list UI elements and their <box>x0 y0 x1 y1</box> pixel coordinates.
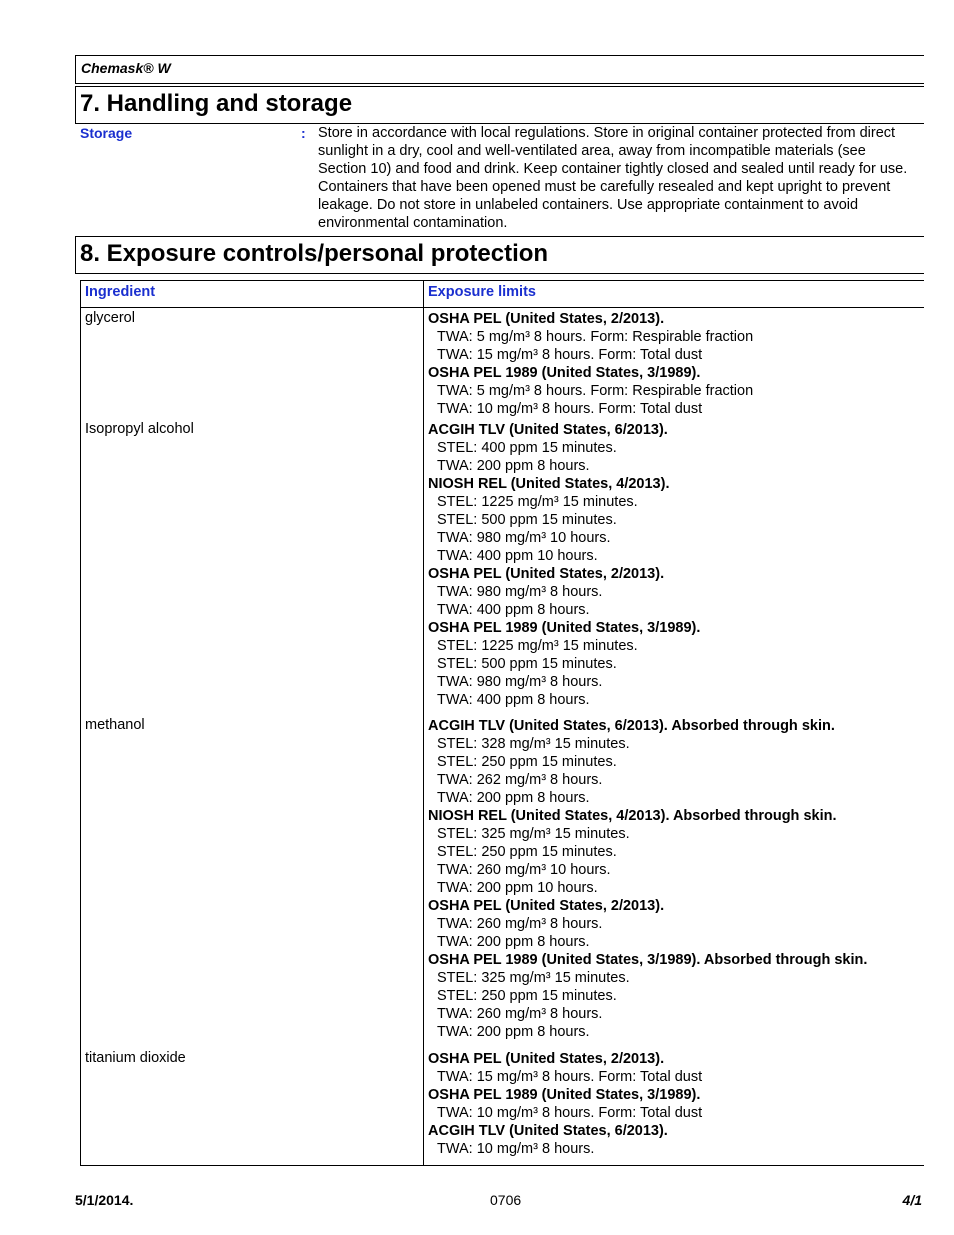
limit-value: STEL: 400 ppm 15 minutes. <box>437 440 617 456</box>
limit-value: TWA: 10 mg/m³ 8 hours. Form: Total dust <box>437 401 703 417</box>
limit-value: TWA: 262 mg/m³ 8 hours. <box>437 772 603 788</box>
exposure-limits-cell <box>428 717 918 1041</box>
column-divider <box>423 281 424 1165</box>
limit-standard: OSHA PEL (United States, 2/2013). <box>428 566 665 582</box>
exposure-limits-cell <box>428 1050 918 1158</box>
limit-value: TWA: 260 mg/m³ 10 hours. <box>437 862 611 878</box>
limit-standard: OSHA PEL 1989 (United States, 3/1989). <box>428 365 701 381</box>
exposure-limits-table <box>80 280 924 1166</box>
limit-value: TWA: 400 ppm 10 hours. <box>437 548 598 564</box>
limit-value: STEL: 250 ppm 15 minutes. <box>437 988 617 1004</box>
ingredient-name: glycerol <box>85 310 135 326</box>
product-name: Chemask® W <box>81 60 171 76</box>
limit-value: TWA: 980 mg/m³ 8 hours. <box>437 584 603 600</box>
ingredient-name: Isopropyl alcohol <box>85 421 194 437</box>
exposure-limits-cell <box>428 310 918 418</box>
exposure-limits-cell <box>428 421 918 709</box>
section-8-title: 8. Exposure controls/personal protection <box>80 240 549 267</box>
limit-standard: OSHA PEL 1989 (United States, 3/1989). <box>428 1087 701 1103</box>
limit-value: TWA: 15 mg/m³ 8 hours. Form: Total dust <box>437 347 703 363</box>
limit-value: STEL: 250 ppm 15 minutes. <box>437 844 617 860</box>
limit-standard: ACGIH TLV (United States, 6/2013). Absorbed through skin. <box>428 718 835 734</box>
column-header-ingredient: Ingredient <box>85 284 156 300</box>
limit-value: TWA: 15 mg/m³ 8 hours. Form: Total dust <box>437 1069 703 1085</box>
section-7-title: 7. Handling and storage <box>80 90 353 117</box>
limit-value: TWA: 200 ppm 8 hours. <box>437 1024 590 1040</box>
limit-value: STEL: 500 ppm 15 minutes. <box>437 512 617 528</box>
limit-value: STEL: 1225 mg/m³ 15 minutes. <box>437 638 638 654</box>
footer-date: 5/1/2014. <box>75 1192 134 1208</box>
limit-value: STEL: 250 ppm 15 minutes. <box>437 754 617 770</box>
limit-value: TWA: 200 ppm 8 hours. <box>437 790 590 806</box>
limit-value: STEL: 1225 mg/m³ 15 minutes. <box>437 494 638 510</box>
limit-value: STEL: 328 mg/m³ 15 minutes. <box>437 736 630 752</box>
limit-value: TWA: 10 mg/m³ 8 hours. Form: Total dust <box>437 1105 703 1121</box>
ingredient-name: titanium dioxide <box>85 1050 186 1066</box>
limit-standard: OSHA PEL (United States, 2/2013). <box>428 1051 665 1067</box>
limit-standard: NIOSH REL (United States, 4/2013). Absorbed through skin. <box>428 808 837 824</box>
document-header <box>75 55 924 84</box>
ingredient-name: methanol <box>85 717 145 733</box>
limit-value: TWA: 200 ppm 10 hours. <box>437 880 598 896</box>
limit-value: STEL: 500 ppm 15 minutes. <box>437 656 617 672</box>
limit-standard: ACGIH TLV (United States, 6/2013). <box>428 1123 668 1139</box>
column-header-exposure-limits: Exposure limits <box>428 284 536 300</box>
limit-value: TWA: 10 mg/m³ 8 hours. <box>437 1141 595 1157</box>
limit-value: TWA: 400 ppm 8 hours. <box>437 602 590 618</box>
limit-value: TWA: 400 ppm 8 hours. <box>437 692 590 708</box>
header-divider <box>81 307 924 308</box>
limit-value: TWA: 260 mg/m³ 8 hours. <box>437 916 603 932</box>
limit-standard: OSHA PEL (United States, 2/2013). <box>428 311 665 327</box>
limit-standard: OSHA PEL (United States, 2/2013). <box>428 898 665 914</box>
limit-standard: OSHA PEL 1989 (United States, 3/1989). <box>428 620 701 636</box>
storage-label: Storage <box>80 125 133 141</box>
section-8-header <box>75 236 924 274</box>
limit-value: TWA: 200 ppm 8 hours. <box>437 458 590 474</box>
limit-standard: ACGIH TLV (United States, 6/2013). <box>428 422 668 438</box>
storage-colon: : <box>301 125 306 141</box>
limit-value: TWA: 200 ppm 8 hours. <box>437 934 590 950</box>
limit-standard: NIOSH REL (United States, 4/2013). <box>428 476 670 492</box>
limit-value: STEL: 325 mg/m³ 15 minutes. <box>437 970 630 986</box>
limit-value: TWA: 980 mg/m³ 8 hours. <box>437 674 603 690</box>
section-7-header <box>75 86 924 124</box>
limit-value: TWA: 5 mg/m³ 8 hours. Form: Respirable fraction <box>437 383 754 399</box>
limit-value: TWA: 5 mg/m³ 8 hours. Form: Respirable fraction <box>437 329 754 345</box>
footer-page-number: 4/1 <box>902 1192 922 1208</box>
limit-standard: OSHA PEL 1989 (United States, 3/1989). Absorbed through skin. <box>428 952 868 968</box>
limit-value: STEL: 325 mg/m³ 15 minutes. <box>437 826 630 842</box>
storage-text: Store in accordance with local regulations. Store in original container protected from direct sunlight in a dry, cool and well-ventilated area, away from incompatible materials (see Section 10) and food and drink. Keep container tightly closed and sealed until ready for use. Containers that have been opened must be carefully resealed and kept upright to prevent leakage. Do not store in unlabeled containers. Use appropriate containment to avoid environmental contamination. <box>318 125 908 231</box>
footer-code: 0706 <box>490 1192 522 1208</box>
limit-value: TWA: 260 mg/m³ 8 hours. <box>437 1006 603 1022</box>
limit-value: TWA: 980 mg/m³ 10 hours. <box>437 530 611 546</box>
